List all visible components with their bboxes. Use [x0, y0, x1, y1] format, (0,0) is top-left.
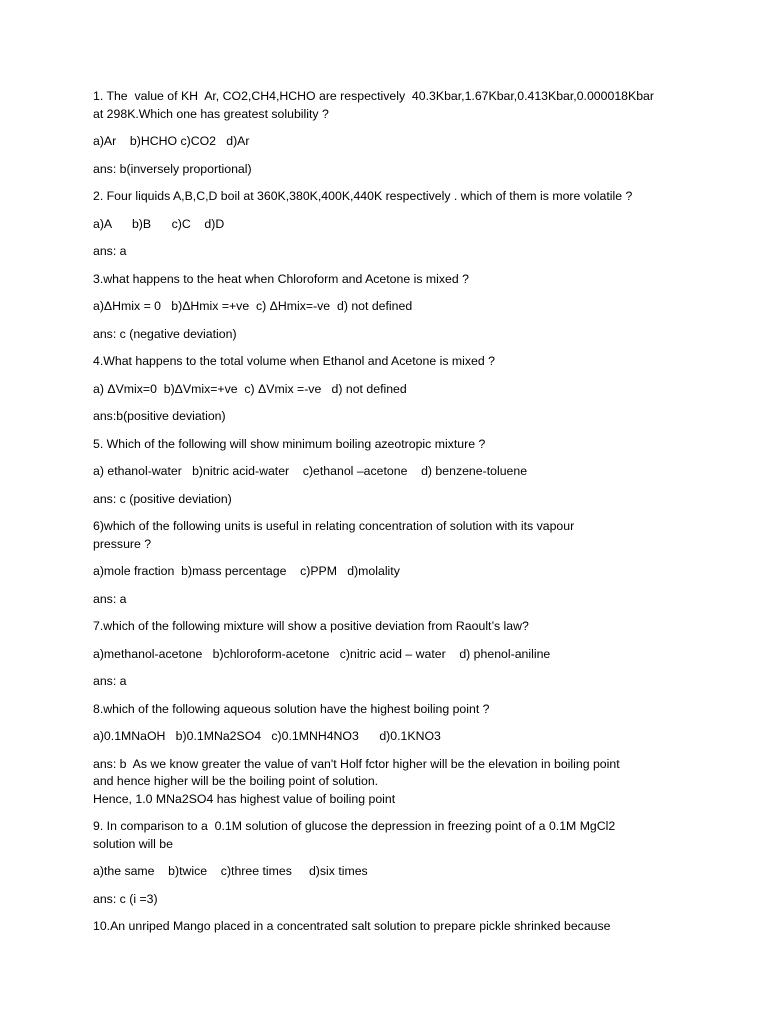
- answer-options: [93, 728, 673, 746]
- text-line: a)ΔHmix = 0 b)ΔHmix =+ve c) ΔHmix=-ve d) not defined: [93, 299, 413, 313]
- text-line: 7.which of the following mixture will show a positive deviation from Raoult’s law?: [93, 619, 529, 633]
- text-line: a)mole fraction b)mass percentage c)PPM d)molality: [93, 564, 400, 578]
- answer-text: [93, 673, 673, 691]
- text-line: ans: a: [93, 674, 127, 688]
- text-line: ans:b(positive deviation): [93, 409, 226, 423]
- text-line: a)0.1MNaOH b)0.1MNa2SO4 c)0.1MNH4NO3 d)0.1KNO3: [93, 729, 441, 743]
- answer-options: [93, 381, 673, 399]
- answer-options: [93, 133, 673, 151]
- answer-options: [93, 863, 673, 881]
- question-text: [93, 918, 673, 936]
- text-line: ans: a: [93, 591, 127, 606]
- answer-options: [93, 298, 673, 316]
- answer-options: [93, 563, 673, 581]
- answer-text: [93, 591, 673, 609]
- text-line: ans: c (negative deviation): [93, 326, 237, 341]
- text-line: 5. Which of the following will show minimum boiling azeotropic mixture ?: [93, 436, 486, 451]
- text-line: a)A b)B c)C d)D: [93, 216, 225, 231]
- text-line: a)methanol-acetone b)chloroform-acetone c)nitric acid – water d) phenol-aniline: [93, 646, 551, 661]
- question-text: [93, 701, 673, 719]
- text-line: at 298K.Which one has greatest solubility ?: [93, 106, 329, 121]
- answer-text: [93, 756, 673, 809]
- text-line: pressure ?: [93, 536, 152, 551]
- question-text: [93, 818, 673, 853]
- question-text: [93, 271, 673, 289]
- text-line: ans: b As we know greater the value of van't Holf fctor higher will be the elevation in boiling point: [93, 756, 620, 771]
- text-line: a) ΔVmix=0 b)ΔVmix=+ve c) ΔVmix =-ve d) not defined: [93, 381, 407, 396]
- answer-text: [93, 161, 673, 179]
- question-text: [93, 618, 673, 636]
- text-line: Hence, 1.0 MNa2SO4 has highest value of boiling point: [93, 791, 396, 806]
- text-line: ans: a: [93, 244, 127, 258]
- question-text: [93, 353, 673, 371]
- text-line: ans: c (i =3): [93, 891, 158, 906]
- text-line: 2. Four liquids A,B,C,D boil at 360K,380K,400K,440K respectively . which of them is more volatile ?: [93, 189, 633, 203]
- text-line: 8.which of the following aqueous solution have the highest boiling point ?: [93, 701, 490, 716]
- answer-options: [93, 463, 673, 481]
- answer-text: [93, 491, 673, 509]
- document-page: [93, 88, 673, 946]
- answer-options: [93, 216, 673, 234]
- answer-options: [93, 646, 673, 664]
- text-line: ans: b(inversely proportional): [93, 161, 252, 176]
- answer-text: [93, 408, 673, 426]
- text-line: 3.what happens to the heat when Chloroform and Acetone is mixed ?: [93, 271, 469, 286]
- question-text: [93, 436, 673, 454]
- text-line: a) ethanol-water b)nitric acid-water c)ethanol –acetone d) benzene-toluene: [93, 464, 528, 478]
- text-line: a)Ar b)HCHO c)CO2 d)Ar: [93, 134, 250, 148]
- text-line: 10.An unriped Mango placed in a concentrated salt solution to prepare pickle shrinked because: [93, 919, 611, 933]
- text-line: a)the same b)twice c)three times d)six times: [93, 864, 368, 878]
- answer-text: [93, 243, 673, 261]
- text-line: 9. In comparison to a 0.1M solution of glucose the depression in freezing point of a 0.1M MgCl2: [93, 819, 616, 833]
- answer-text: [93, 326, 673, 344]
- text-line: 6)which of the following units is useful in relating concentration of solution with its vapour: [93, 519, 575, 533]
- answer-text: [93, 891, 673, 909]
- text-line: 1. The value of KH Ar, CO2,CH4,HCHO are respectively 40.3Kbar,1.67Kbar,0.413Kbar,0.000018Kbar: [93, 89, 654, 103]
- question-text: [93, 518, 673, 553]
- question-text: [93, 188, 673, 206]
- text-line: 4.What happens to the total volume when Ethanol and Acetone is mixed ?: [93, 354, 495, 368]
- question-text: [93, 88, 673, 123]
- text-line: ans: c (positive deviation): [93, 491, 232, 506]
- text-line: solution will be: [93, 836, 173, 851]
- text-line: and hence higher will be the boiling point of solution.: [93, 774, 379, 788]
